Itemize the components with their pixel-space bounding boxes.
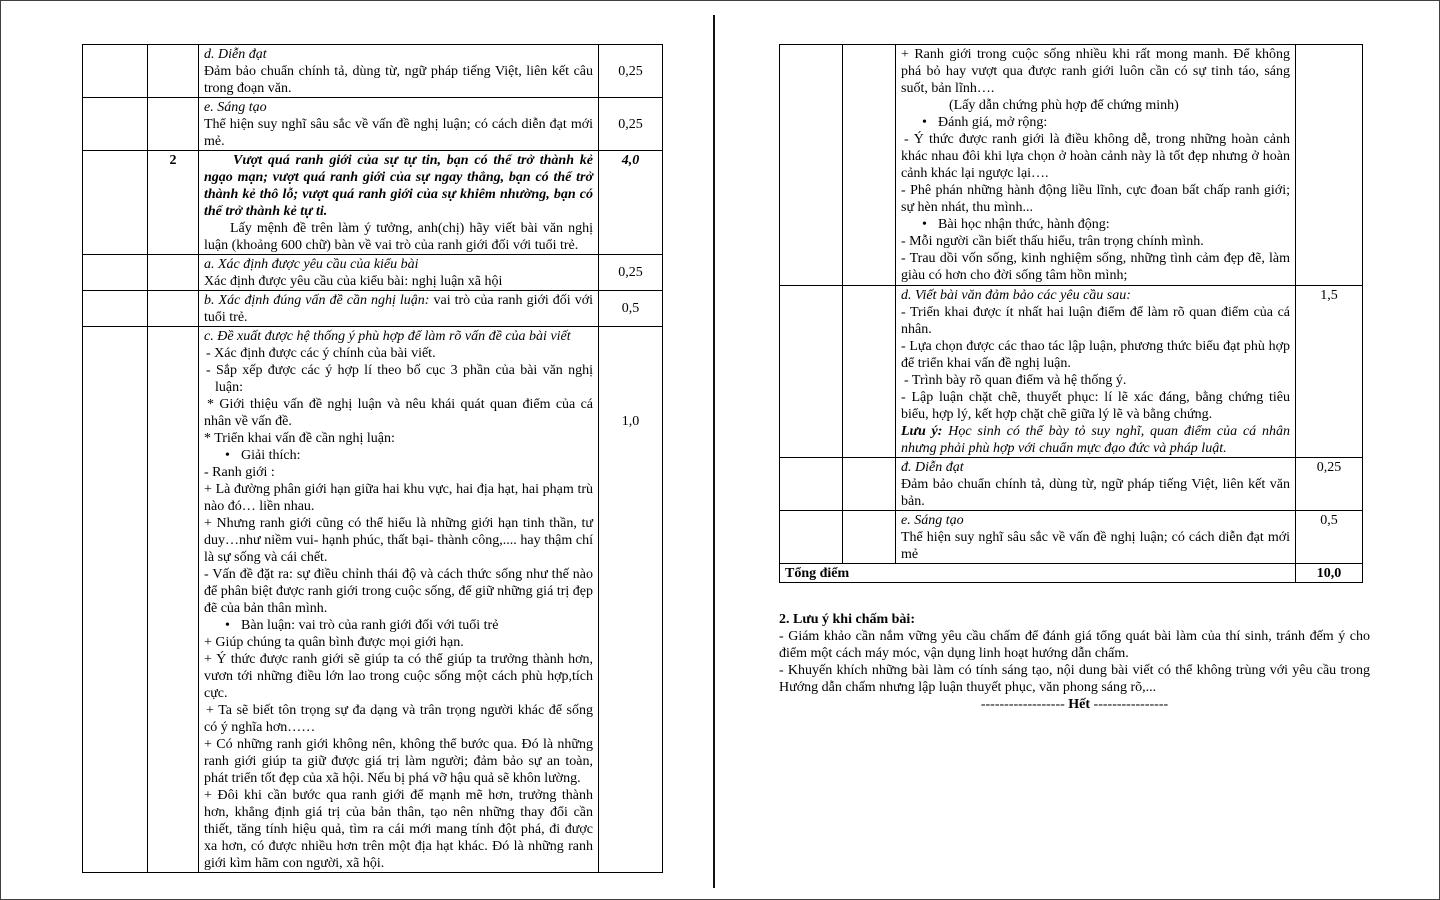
bullet-icon: [922, 216, 927, 233]
part-cell: [83, 291, 148, 327]
score-cell: 0,5: [1296, 511, 1363, 564]
criterion-content: [896, 511, 1296, 564]
score-cell: 1,0: [599, 327, 663, 873]
outline-line: + Có những ranh giới không nên, không thể bước qua. Đó là những ranh giới giúp ta giữ được giá trị làm người; đảm bảo sự an toàn, phát triển tốt đẹp của xã hội. Nếu bị phá vỡ hậu quả sẽ khôn lường.: [204, 737, 593, 786]
criterion-row-c: [83, 327, 663, 873]
bullet-icon: [225, 447, 230, 464]
criterion-title: c. Đề xuất được hệ thống ý phù hợp để làm rõ vấn đề của bài viết: [204, 329, 571, 344]
criterion-content: [199, 45, 599, 98]
outline-line: - Xác định được các ý chính của bài viết.: [206, 346, 436, 361]
question-task: Lấy mệnh đề trên làm ý tưởng, anh(chị) hãy viết bài văn nghị luận (khoảng 600 chữ) bàn về vai trò của ranh giới đối với tuổi trẻ.: [204, 221, 593, 253]
end-marker: [779, 696, 1370, 713]
criterion-content: [896, 458, 1296, 511]
part-cell: [780, 458, 843, 511]
outline-bullet: [901, 216, 1290, 233]
criterion-title: d. Viết bài văn đảm bảo các yêu cầu sau:: [901, 288, 1131, 303]
outline-line: * Giới thiệu vấn đề nghị luận và nêu khái quát quan điểm của cá nhân về vấn đề.: [204, 397, 593, 429]
outline-bullet-text: Đánh giá, mở rộng:: [938, 115, 1048, 130]
outline-line: + Đôi khi cần bước qua ranh giới để mạnh mẽ hơn, trưởng thành hơn, khẳng định giá trị của bản thân, tạo nên những thay đổi cần thiết, tăng tính hiệu quả, tìm ra cái mới mang tính đột phá, đi được xa hơn, có được nhiều hơn trên một địa hạt khác. Đó là những ranh giới kìm hãm con người, xã hội.: [204, 788, 593, 871]
note-label: Lưu ý:: [901, 424, 943, 439]
outline-line: + Nhưng ranh giới cũng có thể hiểu là những giới hạn tinh thần, tư duy…như niềm vui- hạnh phúc, thất bại- thành công,.... hay thậm chí là sự sống và cái chết.: [204, 516, 593, 565]
score-cell: 0,25: [599, 98, 663, 151]
outline-line: + Ta sẽ biết tôn trọng sự đa dạng và trân trọng người khác để sống có ý nghĩa hơn……: [204, 703, 593, 735]
note-text: Học sinh có thể bày tỏ suy nghĩ, quan điểm của cá nhân nhưng phải phù hợp với chuẩn mực đạo đức và pháp luật.: [901, 424, 1291, 456]
criterion-content: [199, 255, 599, 291]
criterion-row-a: [83, 255, 663, 291]
outline-line: - Trau dồi vốn sống, kinh nghiệm sống, những tình cảm đẹp đẽ, làm giàu có hơn cho đời sống tâm hồn mình;: [901, 251, 1290, 283]
question-number: 2: [148, 151, 199, 255]
question-row: [83, 151, 663, 255]
criterion-content: [896, 45, 1296, 286]
question-prompt: Vượt quá ranh giới của sự tự tin, bạn có thể trở thành kẻ ngạo mạn; vượt quá ranh giới của sự ngay thẳng, bạn có thể trở thành kẻ thô lỗ; vượt quá ranh giới của sự khiêm nhường, bạn có thể trở thành kẻ tự ti.: [204, 153, 593, 219]
criterion-row-dien-dat: [780, 458, 1363, 511]
part-cell: [83, 98, 148, 151]
outline-line: (Lấy dẫn chứng phù hợp để chứng minh): [949, 98, 1179, 113]
requirement-line: - Trình bày rõ quan điểm và hệ thống ý.: [904, 373, 1127, 388]
score-cell: 0,25: [1296, 458, 1363, 511]
criterion-content: [199, 98, 599, 151]
score-cell: 0,5: [599, 291, 663, 327]
criterion-text: Thể hiện suy nghĩ sâu sắc về vấn đề nghị luận; có cách diễn đạt mới mẻ: [901, 530, 1290, 562]
grading-table-left: [82, 44, 663, 873]
part-cell: [780, 45, 843, 286]
criterion-title: e. Sáng tạo: [204, 100, 267, 115]
outline-line: + Ranh giới trong cuộc sống nhiều khi rất mong manh. Để không phá bỏ hay vượt qua được ranh giới luôn cần có sự tinh táo, sáng suốt, bản lĩnh….: [901, 47, 1290, 96]
end-dashes-right: ----------------: [1093, 697, 1169, 712]
criterion-content: [199, 327, 599, 873]
outline-line: - Mỗi người cần biết thấu hiểu, trân trọng chính mình.: [901, 234, 1204, 249]
end-dashes-left: ------------------: [980, 697, 1065, 712]
outline-bullet: [204, 617, 593, 634]
question-number-cell: [148, 45, 199, 98]
total-label: Tổng điểm: [780, 564, 1296, 583]
part-cell: [83, 151, 148, 255]
criterion-title: b. Xác định đúng vấn đề cần nghị luận:: [204, 293, 430, 308]
outline-bullet-text: Bài học nhận thức, hành động:: [938, 217, 1110, 232]
outline-line: + Giúp chúng ta quân bình được mọi giới hạn.: [204, 635, 464, 650]
question-number-cell: [148, 291, 199, 327]
criterion-text: Thể hiện suy nghĩ sâu sắc về vấn đề nghị luận; có cách diễn đạt mới mẻ.: [204, 117, 593, 149]
score-cell: 0,25: [599, 255, 663, 291]
criterion-content: [896, 286, 1296, 458]
requirement-line: - Lựa chọn được các thao tác lập luận, phương thức biểu đạt phù hợp để triển khai vấn đề nghị luận.: [901, 339, 1290, 371]
outline-bullet: [204, 447, 593, 464]
score-cell: 0,25: [599, 45, 663, 98]
outline-line: + Là đường phân giới hạn giữa hai khu vực, hai địa hạt, hai phạm trù nào đó… liền nhau.: [204, 482, 593, 514]
criterion-title: a. Xác định được yêu cầu của kiểu bài: [204, 257, 419, 272]
criterion-line: [204, 292, 593, 326]
part-cell: [780, 286, 843, 458]
question-number-cell: [843, 45, 896, 286]
question-number-cell: [148, 98, 199, 151]
criterion-title: e. Sáng tạo: [901, 513, 964, 528]
requirement-line: - Triển khai được ít nhất hai luận điểm để làm rõ quan điểm của cá nhân.: [901, 305, 1290, 337]
notes-item: - Khuyến khích những bài làm có tính sáng tạo, nội dung bài viết có thể không trùng với yêu cầu trong Hướng dẫn chấm nhưng lập luận thuyết phục, văn phong sáng rõ,...: [779, 663, 1370, 695]
part-cell: [83, 45, 148, 98]
criterion-row-dien-dat: [83, 45, 663, 98]
outline-line: - Phê phán những hành động liều lĩnh, cực đoan bất chấp ranh giới; sự hèn nhát, thu mình...: [901, 183, 1290, 215]
criterion-row-sang-tao: [780, 511, 1363, 564]
bullet-icon: [225, 617, 230, 634]
criterion-content: [199, 291, 599, 327]
criterion-title: đ. Diễn đạt: [901, 460, 964, 475]
criterion-row-continued: [780, 45, 1363, 286]
page-divider: [713, 15, 715, 888]
outline-line: - Sắp xếp được các ý hợp lí theo bố cục 3 phần của bài văn nghị luận:: [206, 363, 593, 395]
bullet-icon: [922, 114, 927, 131]
outline-line: + Ý thức được ranh giới sẽ giúp ta có thể giúp ta trưởng thành hơn, vươn tới những điều lớn lao trong cuộc sống một cách phù hợp,tích cực.: [204, 652, 593, 701]
grading-notes: [779, 611, 1370, 713]
note-line: [901, 423, 1290, 457]
score-cell: 1,5: [1296, 286, 1363, 458]
total-row: [780, 564, 1363, 583]
grading-table-right: [779, 44, 1363, 583]
question-number-cell: [148, 327, 199, 873]
criterion-row-b: [83, 291, 663, 327]
criterion-title: d. Diễn đạt: [204, 47, 267, 62]
outline-line: - Ranh giới :: [204, 465, 275, 480]
right-page: [779, 44, 1363, 583]
outline-line: - Ý thức được ranh giới là điều không dễ, trong những hoàn cảnh khác nhau đôi khi lựa chọn ở hoàn cảnh này là tốt đẹp nhưng ở hoàn cảnh khác lại ngược lại….: [901, 132, 1290, 181]
outline-line: - Vấn đề đặt ra: sự điều chỉnh thái độ và cách thức sống như thế nào để phân biệt được ranh giới trong cuộc sống, để giữ những giá trị đẹp đẽ của bản thân mình.: [204, 567, 593, 616]
total-score: 10,0: [1296, 564, 1363, 583]
question-number-cell: [148, 255, 199, 291]
outline-bullet-text: Bàn luận: vai trò của ranh giới đối với tuổi trẻ: [241, 618, 499, 633]
criterion-text: Đảm bảo chuẩn chính tả, dùng từ, ngữ pháp tiếng Việt, liên kết câu trong đoạn văn.: [204, 64, 593, 96]
question-content: [199, 151, 599, 255]
question-number-cell: [843, 286, 896, 458]
part-cell: [83, 255, 148, 291]
notes-item: - Giám khảo cần nắm vững yêu cầu chấm để đánh giá tổng quát bài làm của thí sinh, tránh đếm ý cho điểm một cách máy móc, vận dụng linh hoạt hướng dẫn chấm.: [779, 629, 1370, 661]
score-cell: [1296, 45, 1363, 286]
left-page: [82, 44, 663, 873]
question-number-cell: [843, 458, 896, 511]
notes-heading: 2. Lưu ý khi chấm bài:: [779, 612, 915, 627]
question-score: 4,0: [599, 151, 663, 255]
part-cell: [780, 511, 843, 564]
outline-bullet: [901, 114, 1290, 131]
criterion-text: Đảm bảo chuẩn chính tả, dùng từ, ngữ pháp tiếng Việt, liên kết văn bản.: [901, 477, 1290, 509]
criterion-text: vai trò của ranh giới đối với tuổi trẻ.: [204, 293, 593, 325]
criterion-row-sang-tao: [83, 98, 663, 151]
requirement-line: - Lập luận chặt chẽ, thuyết phục: lí lẽ xác đáng, bằng chứng tiêu biểu, hợp lý, kết hợp chặt chẽ giữa lý lẽ và bằng chứng.: [901, 390, 1290, 422]
outline-line: * Triển khai vấn đề cần nghị luận:: [204, 431, 395, 446]
part-cell: [83, 327, 148, 873]
criterion-text: Xác định được yêu cầu của kiểu bài: nghị luận xã hội: [204, 274, 503, 289]
end-label: Hết: [1068, 697, 1091, 712]
criterion-row-d: [780, 286, 1363, 458]
outline-bullet-text: Giải thích:: [241, 448, 301, 463]
question-number-cell: [843, 511, 896, 564]
